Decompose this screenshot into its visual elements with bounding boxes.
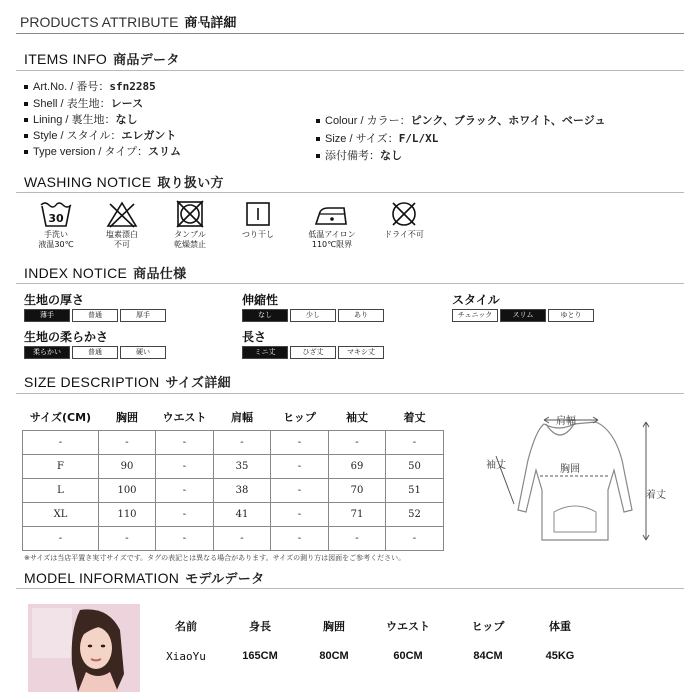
index-chip: あり bbox=[338, 309, 384, 322]
garment-outline bbox=[518, 422, 632, 540]
index-chip: 少し bbox=[290, 309, 336, 322]
items-info-title-en: ITEMS INFO bbox=[24, 51, 108, 67]
wash-no-dry-clean bbox=[374, 200, 434, 240]
wash-label: つり干し bbox=[242, 230, 274, 239]
size-cell: 70 bbox=[329, 479, 386, 503]
model-weight bbox=[530, 618, 590, 662]
table-row bbox=[23, 527, 444, 551]
size-cell: - bbox=[329, 431, 386, 455]
index-divider bbox=[16, 283, 684, 284]
size-cell: - bbox=[386, 431, 444, 455]
wash-label: 低温アイロン 110℃限界 bbox=[308, 230, 356, 249]
model-value: 165CM bbox=[242, 650, 278, 662]
model-header: ウエスト bbox=[386, 620, 430, 633]
index-group-thickness bbox=[24, 309, 166, 322]
model-value: 45KG bbox=[545, 650, 575, 662]
info-size: Size / サイズ：F/L/XL bbox=[316, 130, 438, 146]
info-style: Style / スタイル：エレガント bbox=[24, 127, 176, 143]
size-header-cell: ヒップ bbox=[283, 411, 316, 424]
wash-label: 塩素漂白 不可 bbox=[106, 230, 138, 249]
index-title bbox=[24, 263, 186, 282]
wash-no-tumble bbox=[160, 200, 220, 250]
header-notch bbox=[190, 22, 210, 33]
info-art-no: Art.No. / 番号：sfn2285 bbox=[24, 78, 156, 94]
index-chip: 柔らかい bbox=[24, 346, 70, 359]
size-header-cell: 肩幅 bbox=[231, 411, 253, 424]
index-chip: ゆとり bbox=[548, 309, 594, 322]
size-cell: - bbox=[214, 431, 271, 455]
size-cell: 51 bbox=[386, 479, 444, 503]
page-header bbox=[0, 0, 700, 40]
index-chip: 硬い bbox=[120, 346, 166, 359]
info-remarks: 添付備考：なし bbox=[316, 147, 402, 163]
no-bleach-icon bbox=[105, 200, 139, 228]
model-header: 名前 bbox=[175, 620, 197, 633]
diagram-label-length: 着丈 bbox=[646, 490, 666, 501]
garment-diagram bbox=[474, 400, 684, 550]
index-group-length bbox=[242, 346, 384, 359]
index-chip: ミニ丈 bbox=[242, 346, 288, 359]
hand-wash-30-icon bbox=[39, 200, 73, 228]
index-group-title: スタイル bbox=[452, 293, 500, 307]
model-photo-image bbox=[28, 604, 140, 692]
model-title-en: MODEL INFORMATION bbox=[24, 570, 180, 586]
model-header: ヒップ bbox=[471, 620, 505, 633]
info-shell: Shell / 表生地：レース bbox=[24, 95, 143, 111]
wash-label: ドライ不可 bbox=[384, 230, 424, 239]
line-dry-icon bbox=[241, 200, 275, 228]
size-cell: 110 bbox=[99, 503, 156, 527]
size-cell: - bbox=[23, 527, 99, 551]
size-table bbox=[22, 404, 444, 551]
size-cell: - bbox=[271, 503, 329, 527]
wash-line-dry bbox=[228, 200, 288, 240]
size-cell: - bbox=[156, 431, 214, 455]
no-tumble-dry-icon bbox=[173, 200, 207, 228]
size-cell: L bbox=[23, 479, 99, 503]
model-name bbox=[156, 618, 216, 663]
table-row bbox=[23, 503, 444, 527]
index-chip: 普通 bbox=[72, 309, 118, 322]
model-chest bbox=[304, 618, 364, 662]
size-cell: 41 bbox=[214, 503, 271, 527]
size-title bbox=[24, 372, 231, 391]
index-group-stretch bbox=[242, 309, 384, 322]
model-photo bbox=[28, 604, 140, 692]
washing-title-en: WASHING NOTICE bbox=[24, 174, 152, 190]
model-divider bbox=[16, 588, 684, 589]
index-group-title: 伸縮性 bbox=[242, 293, 279, 307]
model-header: 胸囲 bbox=[323, 620, 345, 633]
header-title-en: PRODUCTS ATTRIBUTE bbox=[20, 14, 179, 30]
table-row bbox=[23, 431, 444, 455]
items-info-divider bbox=[16, 70, 684, 71]
items-info-title bbox=[24, 49, 180, 68]
size-cell: - bbox=[271, 431, 329, 455]
wash-label: 手洗い 液温30℃ bbox=[38, 230, 74, 249]
size-table-header bbox=[23, 404, 444, 431]
size-divider bbox=[16, 393, 684, 394]
size-title-jp: サイズ詳細 bbox=[165, 376, 231, 391]
index-chip: ひざ丈 bbox=[290, 346, 336, 359]
table-row bbox=[23, 479, 444, 503]
info-colour: Colour / カラー：ピンク、ブラック、ホワイト、ベージュ bbox=[316, 112, 606, 128]
index-group-title: 生地の厚さ bbox=[24, 293, 85, 307]
washing-divider bbox=[16, 192, 684, 193]
size-cell: 90 bbox=[99, 455, 156, 479]
index-chip: チュニック bbox=[452, 309, 498, 322]
diagram-label-shoulder: 肩幅 bbox=[556, 416, 576, 427]
items-info-title-jp: 商品データ bbox=[113, 53, 180, 68]
diagram-label-sleeve: 袖丈 bbox=[486, 460, 506, 471]
info-type-version: Type version / タイプ：スリム bbox=[24, 143, 181, 159]
size-cell: - bbox=[156, 503, 214, 527]
model-hip bbox=[458, 618, 518, 662]
model-value: 60CM bbox=[393, 650, 423, 662]
model-title bbox=[24, 568, 264, 587]
no-dry-clean-icon bbox=[387, 200, 421, 228]
washing-title-jp: 取り扱い方 bbox=[157, 176, 224, 191]
size-cell: - bbox=[386, 527, 444, 551]
size-cell: - bbox=[156, 455, 214, 479]
model-header: 体重 bbox=[549, 620, 571, 633]
size-cell: - bbox=[214, 527, 271, 551]
model-height bbox=[230, 618, 290, 662]
svg-text:30: 30 bbox=[48, 212, 64, 225]
size-title-en: SIZE DESCRIPTION bbox=[24, 374, 160, 390]
index-group-title: 生地の柔らかさ bbox=[24, 330, 109, 344]
size-note: ※サイズは当店平置き実寸サイズです。タグの表記とは異なる場合があります。サイズの測り方は図面をご参考ください。 bbox=[24, 554, 406, 562]
index-chip: なし bbox=[242, 309, 288, 322]
index-chip: 薄手 bbox=[24, 309, 70, 322]
size-header-cell: ウエスト bbox=[162, 411, 207, 424]
header-divider bbox=[16, 33, 684, 34]
size-header-cell: サイズ(CM) bbox=[29, 411, 92, 424]
info-lining: Lining / 裏生地：なし bbox=[24, 111, 138, 127]
size-cell: 38 bbox=[214, 479, 271, 503]
header-title-jp: 商品詳細 bbox=[184, 16, 237, 31]
garment-pocket bbox=[554, 506, 596, 532]
model-waist bbox=[378, 618, 438, 662]
model-value: 80CM bbox=[319, 650, 349, 662]
size-cell: 52 bbox=[386, 503, 444, 527]
size-cell: - bbox=[99, 431, 156, 455]
size-cell: - bbox=[271, 455, 329, 479]
wash-hand-wash bbox=[26, 200, 86, 250]
index-chip: マキシ丈 bbox=[338, 346, 384, 359]
size-cell: 100 bbox=[99, 479, 156, 503]
size-header-cell: 胸囲 bbox=[116, 411, 138, 424]
size-header-cell: 着丈 bbox=[403, 411, 426, 424]
size-cell: - bbox=[156, 479, 214, 503]
index-group-title: 長さ bbox=[242, 330, 267, 344]
index-group-softness bbox=[24, 346, 166, 359]
diagram-label-chest: 胸囲 bbox=[560, 464, 580, 475]
index-chip: スリム bbox=[500, 309, 546, 322]
size-cell: 71 bbox=[329, 503, 386, 527]
size-cell: - bbox=[329, 527, 386, 551]
size-cell: F bbox=[23, 455, 99, 479]
model-header: 身長 bbox=[249, 620, 271, 633]
index-chip: 厚手 bbox=[120, 309, 166, 322]
index-title-jp: 商品仕様 bbox=[133, 267, 187, 282]
wash-low-iron bbox=[302, 200, 362, 250]
size-header-cell: 袖丈 bbox=[346, 411, 368, 424]
index-chip: 普通 bbox=[72, 346, 118, 359]
model-value: 84CM bbox=[473, 650, 503, 662]
size-cell: - bbox=[156, 527, 214, 551]
size-cell: - bbox=[23, 431, 99, 455]
washing-title bbox=[24, 172, 224, 191]
model-value: XiaoYu bbox=[166, 650, 206, 663]
index-group-style bbox=[452, 309, 594, 322]
size-cell: 50 bbox=[386, 455, 444, 479]
size-cell: 35 bbox=[214, 455, 271, 479]
model-title-jp: モデルデータ bbox=[185, 572, 265, 587]
wash-label: タンブル 乾燥禁止 bbox=[174, 230, 206, 249]
index-title-en: INDEX NOTICE bbox=[24, 265, 128, 281]
size-cell: - bbox=[271, 479, 329, 503]
size-cell: - bbox=[271, 527, 329, 551]
low-iron-icon bbox=[312, 200, 352, 228]
wash-no-bleach bbox=[92, 200, 152, 250]
size-cell: - bbox=[99, 527, 156, 551]
size-cell: XL bbox=[23, 503, 99, 527]
table-row bbox=[23, 455, 444, 479]
size-cell: 69 bbox=[329, 455, 386, 479]
